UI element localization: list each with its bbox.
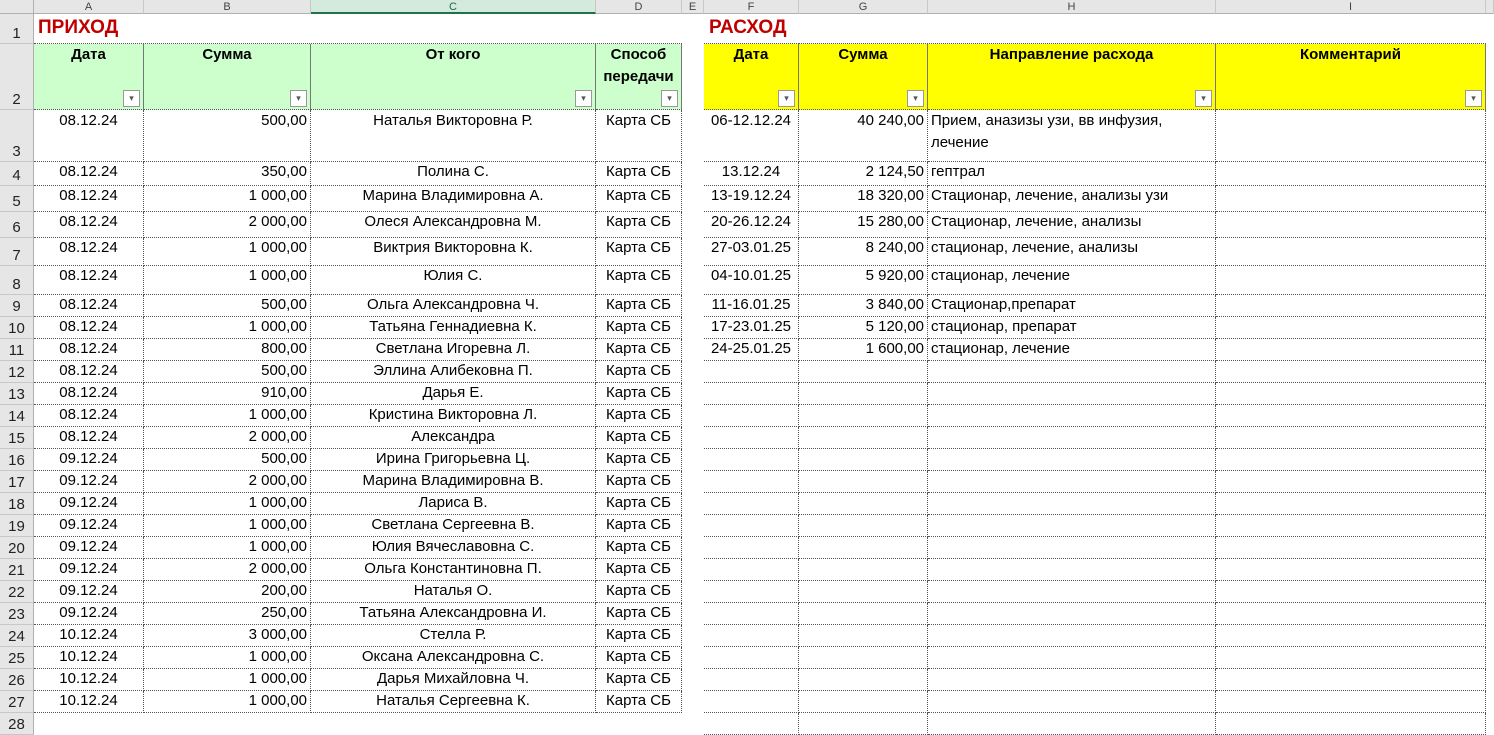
expense-date-cell[interactable]: 06-12.12.24 [704, 110, 799, 162]
row-header[interactable]: 7 [0, 238, 34, 266]
expense-date-cell[interactable]: 27-03.01.25 [704, 238, 799, 266]
expense-amount-cell[interactable] [799, 603, 928, 625]
expense-amount-cell[interactable] [799, 625, 928, 647]
column-header-d[interactable]: D [596, 0, 682, 14]
expense-date-cell[interactable] [704, 537, 799, 559]
expense-purpose-cell[interactable]: стационар, препарат [928, 317, 1216, 339]
income-from-cell[interactable]: Татьяна Геннадиевна К. [311, 317, 596, 339]
income-header-amount[interactable]: Сумма [144, 44, 311, 110]
income-date-cell[interactable]: 08.12.24 [34, 361, 144, 383]
expense-purpose-cell[interactable] [928, 603, 1216, 625]
income-amount-cell[interactable]: 910,00 [144, 383, 311, 405]
income-method-cell[interactable]: Карта СБ [596, 212, 682, 238]
expense-comment-cell[interactable] [1216, 427, 1486, 449]
expense-comment-cell[interactable] [1216, 162, 1486, 186]
expense-comment-cell[interactable] [1216, 238, 1486, 266]
expense-comment-cell[interactable] [1216, 186, 1486, 212]
income-from-cell[interactable]: Светлана Игоревна Л. [311, 339, 596, 361]
expense-comment-cell[interactable] [1216, 537, 1486, 559]
income-from-cell[interactable]: Наталья Викторовна Р. [311, 110, 596, 162]
income-date-cell[interactable]: 08.12.24 [34, 212, 144, 238]
income-from-cell[interactable]: Кристина Викторовна Л. [311, 405, 596, 427]
income-method-cell[interactable]: Карта СБ [596, 295, 682, 317]
row-header[interactable]: 14 [0, 405, 34, 427]
expense-amount-cell[interactable] [799, 471, 928, 493]
filter-dropdown-button[interactable]: ▾ [575, 90, 592, 107]
income-method-cell[interactable]: Карта СБ [596, 266, 682, 295]
expense-header-date[interactable]: Дата [704, 44, 799, 110]
expense-title: РАСХОД [709, 17, 787, 38]
income-amount-cell[interactable]: 500,00 [144, 295, 311, 317]
expense-purpose-cell[interactable] [928, 559, 1216, 581]
row-header[interactable]: 5 [0, 186, 34, 212]
filter-dropdown-button[interactable]: ▾ [290, 90, 307, 107]
expense-comment-cell[interactable] [1216, 471, 1486, 493]
column-header-h[interactable]: H [928, 0, 1216, 14]
row-header[interactable]: 8 [0, 266, 34, 295]
income-date-cell[interactable]: 10.12.24 [34, 669, 144, 691]
income-date-cell[interactable]: 08.12.24 [34, 110, 144, 162]
income-date-cell[interactable]: 08.12.24 [34, 427, 144, 449]
filter-dropdown-button[interactable]: ▾ [907, 90, 924, 107]
expense-date-cell[interactable]: 04-10.01.25 [704, 266, 799, 295]
income-from-cell[interactable]: Олеся Александровна М. [311, 212, 596, 238]
income-method-cell[interactable]: Карта СБ [596, 162, 682, 186]
column-header-c[interactable]: C [311, 0, 596, 14]
row-header[interactable]: 1 [0, 14, 34, 44]
expense-date-cell[interactable] [704, 449, 799, 471]
expense-date-cell[interactable] [704, 493, 799, 515]
income-amount-cell[interactable]: 500,00 [144, 110, 311, 162]
expense-purpose-cell[interactable] [928, 405, 1216, 427]
income-date-cell[interactable]: 08.12.24 [34, 405, 144, 427]
row-header[interactable]: 11 [0, 339, 34, 361]
income-title-cell[interactable] [34, 14, 682, 44]
income-method-cell[interactable]: Карта СБ [596, 647, 682, 669]
expense-purpose-cell[interactable] [928, 383, 1216, 405]
income-from-cell[interactable]: Светлана Сергеевна В. [311, 515, 596, 537]
income-amount-cell[interactable]: 2 000,00 [144, 212, 311, 238]
income-method-cell[interactable]: Карта СБ [596, 405, 682, 427]
expense-date-cell[interactable]: 17-23.01.25 [704, 317, 799, 339]
income-method-cell[interactable]: Карта СБ [596, 559, 682, 581]
income-amount-cell[interactable]: 1 000,00 [144, 266, 311, 295]
expense-header-purpose[interactable]: Направление расхода [928, 44, 1216, 110]
income-amount-cell[interactable]: 500,00 [144, 361, 311, 383]
expense-amount-cell[interactable]: 8 240,00 [799, 238, 928, 266]
income-title: ПРИХОД [38, 17, 119, 38]
income-date-cell[interactable]: 08.12.24 [34, 162, 144, 186]
row-header[interactable]: 9 [0, 295, 34, 317]
income-from-cell[interactable]: Полина С. [311, 162, 596, 186]
income-from-cell[interactable]: Юлия С. [311, 266, 596, 295]
filter-dropdown-button[interactable]: ▾ [123, 90, 140, 107]
expense-amount-cell[interactable] [799, 449, 928, 471]
income-date-cell[interactable]: 09.12.24 [34, 537, 144, 559]
income-date-cell[interactable]: 08.12.24 [34, 266, 144, 295]
income-amount-cell[interactable]: 1 000,00 [144, 647, 311, 669]
expense-purpose-cell[interactable] [928, 625, 1216, 647]
expense-purpose-cell[interactable]: стационар, лечение [928, 266, 1216, 295]
expense-amount-cell[interactable]: 40 240,00 [799, 110, 928, 162]
expense-date-cell[interactable] [704, 581, 799, 603]
income-amount-cell[interactable]: 1 000,00 [144, 669, 311, 691]
income-method-cell[interactable]: Карта СБ [596, 339, 682, 361]
expense-amount-cell[interactable] [799, 427, 928, 449]
income-amount-cell[interactable]: 1 000,00 [144, 405, 311, 427]
row-header[interactable]: 24 [0, 625, 34, 647]
income-from-cell[interactable]: Эллина Алибековна П. [311, 361, 596, 383]
row-header[interactable]: 6 [0, 212, 34, 238]
column-f-gap [682, 14, 704, 719]
income-date-cell[interactable]: 09.12.24 [34, 603, 144, 625]
expense-date-cell[interactable] [704, 603, 799, 625]
expense-purpose-cell[interactable]: гептрал [928, 162, 1216, 186]
row-header[interactable]: 18 [0, 493, 34, 515]
expense-comment-cell[interactable] [1216, 647, 1486, 669]
income-from-cell[interactable]: Дарья Е. [311, 383, 596, 405]
expense-comment-cell[interactable] [1216, 339, 1486, 361]
expense-amount-cell[interactable] [799, 669, 928, 691]
income-amount-cell[interactable]: 500,00 [144, 449, 311, 471]
expense-amount-cell[interactable] [799, 405, 928, 427]
expense-amount-cell[interactable] [799, 383, 928, 405]
row-header[interactable]: 13 [0, 383, 34, 405]
row-header[interactable]: 16 [0, 449, 34, 471]
income-date-cell[interactable]: 09.12.24 [34, 581, 144, 603]
expense-date-cell[interactable] [704, 669, 799, 691]
expense-purpose-cell[interactable] [928, 537, 1216, 559]
income-method-cell[interactable]: Карта СБ [596, 515, 682, 537]
expense-amount-cell[interactable]: 15 280,00 [799, 212, 928, 238]
income-date-cell[interactable]: 10.12.24 [34, 691, 144, 713]
column-header-f[interactable]: F [704, 0, 799, 14]
expense-purpose-cell[interactable] [928, 581, 1216, 603]
expense-purpose-cell[interactable] [928, 515, 1216, 537]
column-header-i[interactable]: I [1216, 0, 1486, 14]
expense-purpose-cell[interactable]: Стационар, лечение, анализы узи [928, 186, 1216, 212]
row-header[interactable]: 2 [0, 44, 34, 110]
income-method-cell[interactable]: Карта СБ [596, 581, 682, 603]
income-from-cell[interactable]: Ольга Александровна Ч. [311, 295, 596, 317]
expense-purpose-cell[interactable]: Стационар, лечение, анализы [928, 212, 1216, 238]
income-date-cell[interactable]: 09.12.24 [34, 559, 144, 581]
row-header[interactable]: 10 [0, 317, 34, 339]
income-header-date[interactable]: Дата [34, 44, 144, 110]
income-from-cell[interactable]: Александра [311, 427, 596, 449]
income-date-cell[interactable]: 08.12.24 [34, 238, 144, 266]
filter-dropdown-button[interactable]: ▾ [1465, 90, 1482, 107]
expense-date-cell[interactable]: 11-16.01.25 [704, 295, 799, 317]
income-amount-cell[interactable]: 2 000,00 [144, 427, 311, 449]
income-date-cell[interactable]: 08.12.24 [34, 339, 144, 361]
income-amount-cell[interactable]: 800,00 [144, 339, 311, 361]
income-amount-cell[interactable]: 1 000,00 [144, 186, 311, 212]
expense-amount-cell[interactable] [799, 647, 928, 669]
income-method-cell[interactable]: Карта СБ [596, 537, 682, 559]
income-method-cell[interactable]: Карта СБ [596, 110, 682, 162]
income-from-cell[interactable]: Ирина Григорьевна Ц. [311, 449, 596, 471]
income-from-cell[interactable]: Марина Владимировна В. [311, 471, 596, 493]
row-header[interactable]: 28 [0, 713, 34, 735]
income-method-cell[interactable]: Карта СБ [596, 186, 682, 212]
income-amount-cell[interactable]: 1 000,00 [144, 537, 311, 559]
income-date-cell[interactable]: 08.12.24 [34, 186, 144, 212]
expense-purpose-cell[interactable] [928, 493, 1216, 515]
expense-title-cell[interactable] [799, 14, 1486, 44]
expense-amount-cell[interactable]: 3 840,00 [799, 295, 928, 317]
expense-amount-cell[interactable] [799, 515, 928, 537]
expense-comment-cell[interactable] [1216, 691, 1486, 713]
expense-purpose-cell[interactable] [928, 361, 1216, 383]
row-header[interactable]: 27 [0, 691, 34, 713]
row-header[interactable]: 4 [0, 162, 34, 186]
filter-dropdown-button[interactable]: ▾ [778, 90, 795, 107]
expense-purpose-cell[interactable]: Прием, аназизы узи, вв инфузия, лечение [928, 110, 1216, 162]
income-from-cell[interactable]: Ольга Константиновна П. [311, 559, 596, 581]
income-from-cell[interactable]: Дарья Михайловна Ч. [311, 669, 596, 691]
row-header[interactable]: 17 [0, 471, 34, 493]
expense-date-cell[interactable] [704, 405, 799, 427]
select-all-corner[interactable] [0, 0, 34, 14]
income-from-cell[interactable]: Наталья О. [311, 581, 596, 603]
income-from-cell[interactable]: Оксана Александровна С. [311, 647, 596, 669]
row-header[interactable]: 22 [0, 581, 34, 603]
expense-comment-cell[interactable] [1216, 361, 1486, 383]
row-header[interactable]: 21 [0, 559, 34, 581]
expense-comment-cell[interactable] [1216, 317, 1486, 339]
expense-date-cell[interactable] [704, 559, 799, 581]
expense-comment-cell[interactable] [1216, 669, 1486, 691]
income-date-cell[interactable]: 09.12.24 [34, 493, 144, 515]
income-date-cell[interactable]: 09.12.24 [34, 449, 144, 471]
expense-comment-cell[interactable] [1216, 515, 1486, 537]
expense-purpose-cell[interactable]: стационар, лечение [928, 339, 1216, 361]
expense-date-cell[interactable] [704, 383, 799, 405]
income-amount-cell[interactable]: 1 000,00 [144, 493, 311, 515]
expense-purpose-cell[interactable] [928, 427, 1216, 449]
income-from-cell[interactable]: Виктрия Викторовна К. [311, 238, 596, 266]
row-header[interactable]: 3 [0, 110, 34, 162]
income-from-cell[interactable]: Юлия Вячеславовна С. [311, 537, 596, 559]
column-header-b[interactable]: B [144, 0, 311, 14]
expense-purpose-cell[interactable] [928, 713, 1216, 735]
income-method-cell[interactable]: Карта СБ [596, 625, 682, 647]
expense-comment-cell[interactable] [1216, 603, 1486, 625]
income-header-method[interactable]: Способ передачи [596, 44, 682, 110]
expense-comment-cell[interactable] [1216, 449, 1486, 471]
income-method-cell[interactable]: Карта СБ [596, 603, 682, 625]
expense-comment-cell[interactable] [1216, 625, 1486, 647]
row-header[interactable]: 23 [0, 603, 34, 625]
income-header-from[interactable]: От кого [311, 44, 596, 110]
income-from-cell[interactable]: Татьяна Александровна И. [311, 603, 596, 625]
expense-comment-cell[interactable] [1216, 295, 1486, 317]
row-header[interactable]: 15 [0, 427, 34, 449]
income-date-cell[interactable]: 09.12.24 [34, 515, 144, 537]
expense-purpose-cell[interactable] [928, 669, 1216, 691]
income-method-cell[interactable]: Карта СБ [596, 427, 682, 449]
row-header[interactable]: 12 [0, 361, 34, 383]
expense-date-cell[interactable] [704, 361, 799, 383]
income-amount-cell[interactable]: 1 000,00 [144, 317, 311, 339]
expense-amount-cell[interactable] [799, 537, 928, 559]
expense-date-cell[interactable] [704, 691, 799, 713]
income-method-cell[interactable]: Карта СБ [596, 471, 682, 493]
column-header-g[interactable]: G [799, 0, 928, 14]
income-from-cell[interactable]: Наталья Сергеевна К. [311, 691, 596, 713]
income-amount-cell[interactable]: 2 000,00 [144, 559, 311, 581]
expense-amount-cell[interactable]: 5 920,00 [799, 266, 928, 295]
row-header[interactable]: 20 [0, 537, 34, 559]
column-header-e[interactable]: E [682, 0, 704, 14]
expense-date-cell[interactable] [704, 625, 799, 647]
expense-amount-cell[interactable] [799, 493, 928, 515]
expense-comment-cell[interactable] [1216, 212, 1486, 238]
expense-date-cell[interactable] [704, 713, 799, 735]
expense-amount-cell[interactable] [799, 691, 928, 713]
row-header[interactable]: 25 [0, 647, 34, 669]
income-method-cell[interactable]: Карта СБ [596, 669, 682, 691]
income-date-cell[interactable]: 08.12.24 [34, 295, 144, 317]
income-date-cell[interactable]: 08.12.24 [34, 317, 144, 339]
expense-comment-cell[interactable] [1216, 383, 1486, 405]
expense-purpose-cell[interactable] [928, 691, 1216, 713]
expense-comment-cell[interactable] [1216, 266, 1486, 295]
expense-date-cell[interactable]: 20-26.12.24 [704, 212, 799, 238]
expense-purpose-cell[interactable]: стационар, лечение, анализы [928, 238, 1216, 266]
income-method-cell[interactable]: Карта СБ [596, 493, 682, 515]
expense-amount-cell[interactable] [799, 713, 928, 735]
expense-date-cell[interactable]: 24-25.01.25 [704, 339, 799, 361]
expense-comment-cell[interactable] [1216, 559, 1486, 581]
expense-comment-cell[interactable] [1216, 110, 1486, 162]
expense-comment-cell[interactable] [1216, 713, 1486, 735]
income-amount-cell[interactable]: 2 000,00 [144, 471, 311, 493]
expense-date-cell[interactable] [704, 647, 799, 669]
income-date-cell[interactable]: 10.12.24 [34, 647, 144, 669]
income-date-cell[interactable]: 08.12.24 [34, 383, 144, 405]
filter-dropdown-button[interactable]: ▾ [1195, 90, 1212, 107]
income-date-cell[interactable]: 10.12.24 [34, 625, 144, 647]
expense-date-cell[interactable]: 13-19.12.24 [704, 186, 799, 212]
income-amount-cell[interactable]: 1 000,00 [144, 691, 311, 713]
expense-comment-cell[interactable] [1216, 493, 1486, 515]
income-method-cell[interactable]: Карта СБ [596, 691, 682, 713]
expense-purpose-cell[interactable] [928, 471, 1216, 493]
expense-amount-cell[interactable]: 5 120,00 [799, 317, 928, 339]
expense-amount-cell[interactable] [799, 361, 928, 383]
column-header-a[interactable]: A [34, 0, 144, 14]
expense-amount-cell[interactable]: 2 124,50 [799, 162, 928, 186]
expense-amount-cell[interactable] [799, 559, 928, 581]
income-method-cell[interactable]: Карта СБ [596, 449, 682, 471]
income-amount-cell[interactable]: 1 000,00 [144, 238, 311, 266]
income-method-cell[interactable]: Карта СБ [596, 317, 682, 339]
expense-header-comment[interactable]: Комментарий [1216, 44, 1486, 110]
expense-date-cell[interactable] [704, 427, 799, 449]
income-method-cell[interactable]: Карта СБ [596, 238, 682, 266]
income-amount-cell[interactable]: 1 000,00 [144, 515, 311, 537]
expense-header-amount[interactable]: Сумма [799, 44, 928, 110]
income-from-cell[interactable]: Лариса В. [311, 493, 596, 515]
expense-date-cell[interactable]: 13.12.24 [704, 162, 799, 186]
expense-purpose-cell[interactable]: Стационар,препарат [928, 295, 1216, 317]
income-from-cell[interactable]: Марина Владимировна А. [311, 186, 596, 212]
expense-comment-cell[interactable] [1216, 581, 1486, 603]
expense-amount-cell[interactable] [799, 581, 928, 603]
filter-dropdown-button[interactable]: ▾ [661, 90, 678, 107]
expense-date-cell[interactable] [704, 515, 799, 537]
row-header[interactable]: 26 [0, 669, 34, 691]
row-header[interactable]: 19 [0, 515, 34, 537]
income-from-cell[interactable]: Стелла Р. [311, 625, 596, 647]
column-header-filler [1486, 0, 1494, 14]
expense-purpose-cell[interactable] [928, 647, 1216, 669]
expense-date-cell[interactable] [704, 471, 799, 493]
income-amount-cell[interactable]: 3 000,00 [144, 625, 311, 647]
income-method-cell[interactable]: Карта СБ [596, 383, 682, 405]
income-amount-cell[interactable]: 250,00 [144, 603, 311, 625]
expense-purpose-cell[interactable] [928, 449, 1216, 471]
income-method-cell[interactable]: Карта СБ [596, 361, 682, 383]
income-date-cell[interactable]: 09.12.24 [34, 471, 144, 493]
expense-amount-cell[interactable]: 1 600,00 [799, 339, 928, 361]
income-amount-cell[interactable]: 200,00 [144, 581, 311, 603]
expense-comment-cell[interactable] [1216, 405, 1486, 427]
expense-amount-cell[interactable]: 18 320,00 [799, 186, 928, 212]
income-amount-cell[interactable]: 350,00 [144, 162, 311, 186]
